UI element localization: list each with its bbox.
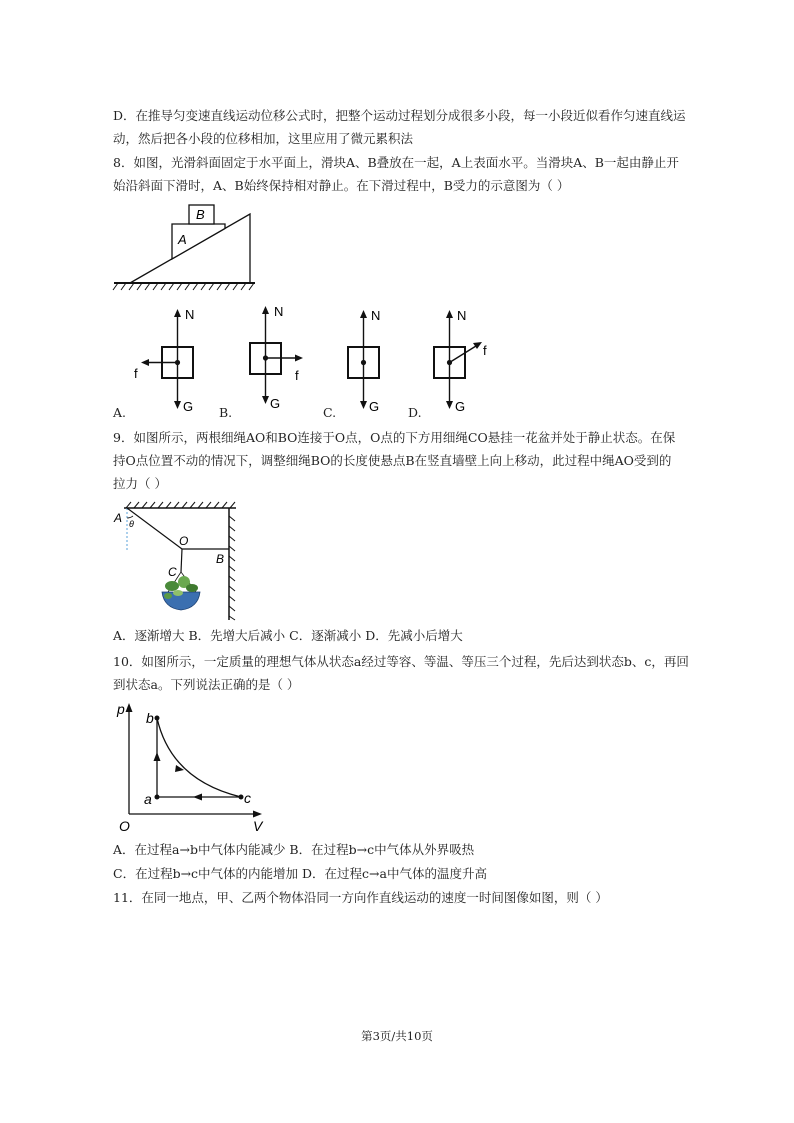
block-b-label: B [196,207,205,222]
gravity-label: G [270,396,281,411]
option-d-line-2: 动，然后把各小段的位移相加，这里应用了微元累积法 [113,131,414,146]
friction-label: f [295,368,299,383]
axis-p-label: p [117,701,125,717]
q8-stem-line-1: 8．如图，光滑斜面固定于水平面上，滑块A、B叠放在一起，A上表面水平。当滑块A、B一起由静止开 [113,155,679,170]
point-c-label: C [168,565,177,579]
normal-force-label: N [457,308,467,323]
q8-option-c-letter: C. [323,405,337,420]
q9-stem-line-3: 拉力（ ） [113,476,167,491]
q10-stem-line-2: 到状态a。下列说法正确的是（ ） [113,677,300,692]
q10-stem-line-1: 10．如图所示，一定质量的理想气体从状态a经过等容、等温、等压三个过程，先后达到状态b、c，再回 [113,654,689,669]
friction-label: f [134,366,138,381]
q8-option-d-diagram [424,303,504,415]
q8-option-b-letter: B. [219,405,233,420]
q8-option-b-diagram [232,300,307,412]
q10-options-line-1: A．在过程a→b中气体内能减少 B．在过程b→c中气体从外界吸热 [113,842,475,857]
gravity-label: G [183,399,194,414]
state-a-label: a [144,791,152,807]
q8-stem-line-2: 始沿斜面下滑时，A、B始终保持相对静止。在下滑过程中，B受力的示意图为（ ） [113,178,570,193]
q8-incline-figure [112,200,257,295]
q8-option-a-letter: A. [113,405,127,420]
page-number-footer: 第3页/共10页 [361,1029,433,1043]
point-a-label: A [114,511,123,525]
q9-stem-line-2: 持O点位置不动的情况下，调整细绳BO的长度使悬点B在竖直墙壁上向上移动，此过程中绳AO受到的 [113,453,672,468]
option-d-line-1: D．在推导匀变速直线运动位移公式时，把整个运动过程划分成很多小段，每一小段近似看作匀速直线运 [113,108,686,123]
point-o-label: O [179,534,189,548]
block-a-label: A [178,232,187,247]
q11-stem: 11．在同一地点，甲、乙两个物体沿同一方向作直线运动的速度一时间图像如图，则（ ） [113,890,608,905]
q10-options-line-2: C．在过程b→c中气体的内能增加 D．在过程c→a中气体的温度升高 [113,866,487,881]
q8-option-c-diagram [338,303,398,415]
axis-v-label: V [253,818,263,834]
q9-options: A．逐渐增大 B．先增大后减小 C．逐渐减小 D．先减小后增大 [113,628,463,643]
state-b-label: b [146,710,154,726]
q8-option-d-letter: D. [408,405,422,420]
normal-force-label: N [274,304,284,319]
normal-force-label: N [371,308,381,323]
friction-label: f [483,343,487,358]
angle-theta-label: θ [129,519,134,529]
gravity-label: G [455,399,466,414]
q8-option-a-diagram [130,303,200,415]
q9-rope-figure [112,500,242,622]
q10-pv-diagram [113,700,268,835]
origin-label: O [119,818,130,834]
state-c-label: c [244,790,251,806]
point-b-label: B [216,552,225,566]
q9-stem-line-1: 9．如图所示，两根细绳AO和BO连接于O点，O点的下方用细绳CO悬挂一花盆并处于静止状态。在保 [113,430,676,445]
gravity-label: G [369,399,380,414]
normal-force-label: N [185,307,195,322]
